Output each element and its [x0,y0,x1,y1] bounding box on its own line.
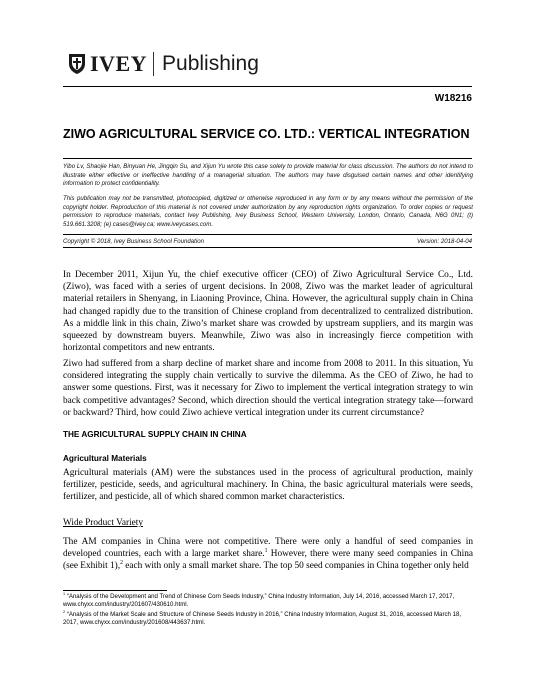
footnote-1 [63,593,473,609]
paragraph-product-variety-part3: each with only a small market share. The top 50 seed companies in China together only held [122,561,469,572]
logo-divider [153,52,154,76]
footnote-text-2: “Analysis of the Market Scale and Structure of Chinese Seeds Industry in 2016,” China Industry Information, August 31, 2016, accessed March 18, 2017, www.chyxx.com/industry/201608/443637.html. [63,611,462,626]
paragraph-intro: In December 2011, Xijun Yu, the chief executive officer (CEO) of Ziwo Agricultural Service Co., Ltd. (Ziwo), was faced with a series of urgent decisions. In 2008, Ziwo was the market leader of agricultural material retailers in Shenyang, in Liaoning Province, China. However, the agricultural supply chain in China had changed rapidly due to the transition of Chinese cropland from decentralized to centralized distribution. As a middle link in this chain, Ziwo’s market share was crowded by upstream suppliers, and its margin was squeezed by downstream buyers. Meanwhile, Ziwo was also in increasingly fierce competition with horizontal competitors and new entrants. [63,270,473,354]
authors-notice: Yibo Lv, Shaojie Han, Binyuan He, Jingqin Su, and Xijun Yu wrote this case solely to provide material for class discussion. The authors do not intend to illustrate either effective or ineffective handling of a managerial situation. The authors may have disguised certain names and other identifying information to protect confidentiality. [63,163,473,188]
ivey-crest-icon [68,53,86,75]
paragraph-agricultural-materials: Agricultural materials (AM) were the substances used in the process of agricultural production, mainly fertilizer, pesticide, seeds, and agricultural machinery. In China, the basic agricultural materials were seeds, fertilizer, and pesticide, all of which shared common market characteristics. [63,468,473,503]
footnote-2 [63,611,473,627]
footnote-ref-2[interactable]: 2 [120,560,123,567]
section-heading: THE AGRICULTURAL SUPPLY CHAIN IN CHINA [63,430,247,439]
footnote-ref-1[interactable]: 1 [264,548,268,555]
logo-publisher-text: Publishing [162,52,259,75]
footnote-mark-2: 2 [63,609,66,614]
paragraph-product-variety-part1: The AM companies in China were not competitive. There were only a handful of seed companies in developed countries, each with a large market share. [63,537,473,560]
case-number: W18216 [434,93,472,104]
notice-top-rule [63,158,472,159]
copyright-text: Copyright © 2018, Ivey Business School Foundation [63,238,205,245]
subsection-heading: Agricultural Materials [63,454,147,463]
paragraph-dilemma: Ziwo had suffered from a sharp decline of market share and income from 2008 to 2011. In this situation, Yu considered integrating the supply chain vertically to survive the dilemma. As the CEO of Ziwo, he had to answer some questions. First, was it necessary for Ziwo to implement the vertical integration strategy to win back competitive advantages? Second, which direction should the vertical integration strategy take—forward or backward? Third, how could Ziwo achieve vertical integration under its current circumstance? [63,359,473,418]
copyright-rule [63,247,472,248]
permissions-notice: This publication may not be transmitted, photocopied, digitized or otherwise reproduced in any form or by any means without the permission of the copyright holder. Reproduction of this material is not covered under authorization by any reproduction rights organization. To order copies or request permission to reproduce materials, contact Ivey Publishing, Ivey Business School, Western University, London, Ontario, Canada, N6G 0N1; (t) 519.661.3208; (e) cases@ivey.ca; www.iveycases.com. [63,195,473,229]
paragraph-product-variety-part2: However, there were many seed companies in China (see Exhibit 1), [63,549,473,572]
paragraph-product-variety [63,536,473,573]
logo-brand-text: IVEY [90,51,148,76]
footnote-mark-1: 1 [63,591,66,596]
version-text: Version: 2018-04-04 [417,238,472,245]
footnote-rule [63,590,167,591]
copyright-line [63,238,472,245]
notice-bottom-rule [63,234,472,235]
header-rule [63,86,472,87]
case-title: ZIWO AGRICULTURAL SERVICE CO. LTD.: VERTICAL INTEGRATION [63,127,470,141]
ivey-publishing-logo [68,52,259,76]
underlined-subheading: Wide Product Variety [63,518,144,528]
footnote-text-1: “Analysis of the Development and Trend of Chinese Corn Seeds Industry,” China Industry Information, July 14, 2016, accessed March 17, 2017, www.chyxx.com/industry/201607/430610.html. [63,593,455,608]
